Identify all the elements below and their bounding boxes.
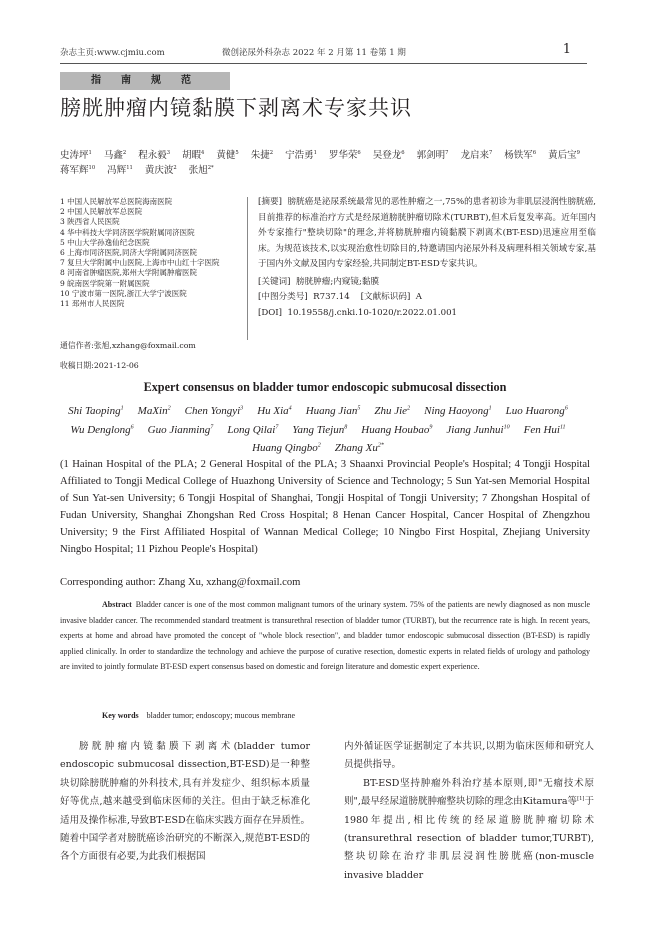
- author-affiliation-mark: 6: [357, 149, 361, 156]
- author-affiliation-mark: 4: [201, 149, 205, 156]
- author-affiliation-mark: 7: [210, 423, 214, 430]
- affiliation-item: 1 中国人民解放军总医院海南医院: [60, 197, 173, 206]
- affiliation-item: 9 皖南医学院第一附属医院: [60, 278, 150, 288]
- author-affiliation-mark: 2: [269, 149, 274, 156]
- abstract-zh: [258, 195, 596, 321]
- author-name: Huang Qingbo$^2$: [252, 442, 321, 454]
- author-name: Zhu Jie$^2$: [374, 405, 411, 417]
- author-name: Luo Huarong$^6$: [505, 405, 568, 417]
- author-affiliation-mark: 5: [357, 405, 361, 412]
- author-name: 黄后宝$^9$: [548, 149, 580, 161]
- author-affiliation-mark: 7: [488, 149, 493, 156]
- author-affiliation-mark: 6: [130, 423, 134, 430]
- author-name: Ning Haoyong$^1$: [424, 405, 492, 417]
- author-affiliation-mark: 3: [240, 405, 244, 412]
- author-affiliation-mark: 2: [167, 405, 171, 412]
- author-name: Hu Xia$^4$: [257, 405, 292, 417]
- affiliation-item: 8 河南省肿瘤医院,郑州大学附属肿瘤医院: [60, 268, 198, 278]
- author-affiliation-mark: 1: [313, 149, 317, 156]
- author-name: 程永毅$^3$: [138, 149, 171, 161]
- author-affiliation-mark: 9: [429, 423, 433, 430]
- body-column-left: [60, 738, 310, 867]
- abstract-en: [60, 597, 590, 675]
- affiliations-zh: [60, 197, 240, 309]
- affiliation-item: 3 陕西省人民医院: [60, 217, 120, 227]
- author-affiliation-mark: 11: [126, 164, 133, 171]
- author-affiliation-mark: 3: [166, 149, 171, 156]
- author-affiliation-mark: 9: [576, 149, 580, 156]
- keywords-en: [102, 711, 295, 720]
- author-affiliation-mark: 10: [503, 423, 510, 430]
- author-affiliation-mark: 2*: [377, 442, 384, 449]
- abstract-divider: [247, 197, 248, 340]
- keywords-zh: 膀胱肿瘤;内窥镜;黏膜: [295, 276, 380, 287]
- author-name: Jiang Junhui$^{10}$: [446, 423, 510, 436]
- title-zh: 膀胱肿瘤内镜黏膜下剥离术专家共识: [60, 96, 412, 120]
- doi-value[interactable]: 10.19558/j.cnki.10-1020/r.2022.01.001: [287, 307, 458, 318]
- author-name: 罗华荣$^6$: [328, 149, 361, 161]
- author-name: 张旭$^{2*}$: [188, 164, 214, 176]
- author-name: Wu Denglong$^6$: [70, 423, 134, 436]
- author-name: 黄庆波$^2$: [144, 164, 177, 176]
- author-name: Huang Houbao$^9$: [361, 423, 433, 436]
- author-affiliation-mark: 7: [445, 149, 449, 156]
- author-name: Fen Hui$^{11}$: [523, 423, 566, 436]
- author-affiliation-mark: 5: [235, 149, 239, 156]
- author-name: 吴登龙$^6$: [372, 149, 405, 161]
- authors-zh: [60, 148, 600, 178]
- clc-label: [中图分类号]: [258, 292, 308, 302]
- author-affiliation-mark: 2: [122, 149, 127, 156]
- citation-ref[interactable]: [1]: [577, 796, 585, 803]
- affiliations-en: (1 Hainan Hospital of the PLA; 2 General Hospital of the PLA; 3 Shaanxi Provincial People's Hospital; 4 Tongji Hospital Affiliated to Tongji Medical College of Huazhong University of Science and Technology; 5 Sun Yat-sen Memorial Hospital of Sun Yat-sen University; 6 Tongji Hospital of Shanghai, Tongji Hospital of Tongji University; 7 Zhongshan Hospital of Fudan University, Shanghai Zhongshan Red Cross Hospital; 8 Henan Cancer Hospital, Cancer Hospital of Zhengzhou University; 9 the First Affiliated Hospital of Wannan Medical College; 10 Ningbo First Hospital, Zhejiang University Ningbo Hospital; 11 Pizhou People's Hospital): [60, 459, 590, 555]
- section-tag: 指南规范: [60, 72, 230, 90]
- author-affiliation-mark: 2: [173, 164, 177, 171]
- author-affiliation-mark: 1: [120, 405, 124, 412]
- abstract-en-label: Abstract: [102, 600, 132, 609]
- keywords-zh-label: [关键词]: [258, 276, 291, 287]
- author-name: Chen Yongyi$^3$: [184, 405, 244, 417]
- affiliation-item: 4 华中科技大学同济医学院附属同济医院: [60, 227, 195, 237]
- title-en: Expert consensus on bladder tumor endoscopic submucosal dissection: [143, 380, 507, 394]
- body-paragraph: 膀胱肿瘤内镜黏膜下剥离术(bladder tumor endoscopic submucosal dissection,BT-ESD)是一种整块切除膀胱肿瘤的外科技术,具有并发症少、组织标本质量好等优点,越来越受到临床医师的关注。但由于缺乏标准化适用及操作标准,导致BT-ESD在临床实践方面存在异质性。随着中国学者对膀胱癌诊治研究的不断深入,规范BT-ESD的各个方面很有必要,为此我们根据国: [60, 741, 310, 863]
- body-paragraph: BT-ESD坚持肿瘤外科治疗基本原则,即"无瘤技术原则",最早经尿道膀胱肿瘤整块切除的理念由Kitamura等[1]于1980年提出,相比传统的经尿道膀胱肿瘤切除术(transurethral resection of bladder tumor,TURBT),整块切除在治疗非肌层浸润性膀胱癌(non-muscle invasive bladder: [344, 777, 594, 881]
- author-name: 蒋军辉$^{10}$: [60, 164, 96, 176]
- author-affiliation-mark: 6: [564, 405, 568, 412]
- author-affiliation-mark: 11: [559, 423, 566, 430]
- author-affiliation-mark: 6: [401, 149, 405, 156]
- keywords-en-label: Key words: [102, 711, 139, 720]
- author-affiliation-mark: 10: [88, 164, 96, 171]
- author-name: 史涛坪$^1$: [60, 149, 92, 161]
- author-affiliation-mark: 2: [317, 442, 321, 449]
- clc-value: R737.14: [313, 292, 350, 302]
- affiliation-item: 6 上海市同济医院,同济大学附属同济医院: [60, 248, 198, 258]
- author-affiliation-mark: 1: [488, 405, 492, 412]
- author-name: Long Qilai$^7$: [227, 423, 279, 436]
- abstract-en-text: Bladder cancer is one of the most common malignant tumors of the urinary system. 75% of the patients are newly diagnosed as non muscle invasive bladder cancer. The recommended standard treatment is transurethral resection of bladder tumor (TURBT), but the recurrence rate is high. In recent years, experts at home and abroad have promoted the concept of "whole block resection", and bladder tumor endoscopic submucosal dissection (BT-ESD) is rapidly applied clinically. In order to standardize the technology and achieve the purpose of curative resection, domestic experts in related fields of urology and pathology are invited to jointly formulate BT-ESD expert consensus based on domestic and foreign literature and domestic expert experience.: [60, 600, 590, 671]
- author-name: Guo Jianming$^7$: [147, 423, 214, 436]
- author-affiliation-mark: 2*: [207, 164, 214, 171]
- doi-label: [DOI]: [258, 307, 283, 318]
- affiliation-item: 10 宁波市第一医院,浙江大学宁波医院: [60, 288, 187, 298]
- author-affiliation-mark: 2: [407, 405, 411, 412]
- author-name: 郭剑明$^7$: [416, 149, 449, 161]
- affiliation-item: 7 复旦大学附属中山医院,上海市中山红十字医院: [60, 258, 220, 268]
- author-name: 朱捷$^2$: [250, 149, 274, 161]
- keywords-en-text: bladder tumor; endoscopy; mucous membrane: [146, 711, 296, 720]
- doc-code-value: A: [415, 292, 423, 302]
- journal-homepage: 杂志主页:www.cjmiu.com: [60, 48, 165, 58]
- author-affiliation-mark: 7: [275, 423, 279, 430]
- abstract-zh-label: [摘要]: [258, 197, 282, 207]
- received-date-zh: 收稿日期:2021-12-06: [60, 361, 139, 370]
- body-column-right: [344, 738, 594, 885]
- author-name: Zhang $Xu^{2*}$: [334, 442, 384, 454]
- author-name: 冯辉$^{11}$: [107, 164, 133, 176]
- author-affiliation-mark: 8: [344, 423, 348, 430]
- author-affiliation-mark: 6: [532, 149, 537, 156]
- author-name: 胡暇$^4$: [182, 149, 205, 161]
- correspondence-en: Corresponding author: Zhang Xu, xzhang@foxmail.com: [60, 577, 301, 588]
- author-name: Yang Tiejun$^8$: [292, 423, 348, 436]
- correspondence-zh: 通信作者:张旭,xzhang@foxmail.com: [60, 341, 196, 350]
- author-name: MaXin$^2$: [137, 405, 171, 417]
- author-affiliation-mark: 1: [88, 149, 92, 156]
- affiliation-item: 11 邳州市人民医院: [60, 299, 125, 309]
- affiliation-item: 2 中国人民解放军总医院: [60, 207, 143, 217]
- authors-en: [60, 402, 590, 458]
- author-name: Shi Taoping$^1$: [68, 405, 124, 417]
- author-name: 杨铁军$^6$: [504, 149, 537, 161]
- author-name: 宁浩勇$^1$: [285, 149, 317, 161]
- journal-issue: 微创泌尿外科杂志 2022 年 2 月第 11 卷第 1 期: [222, 48, 406, 58]
- doc-code-label: [文献标识码]: [360, 292, 411, 302]
- author-name: Huang Jian$^5$: [305, 405, 361, 417]
- header-rule: [60, 63, 587, 64]
- author-name: 黄健$^5$: [216, 149, 239, 161]
- author-name: 马鑫$^2$: [103, 149, 127, 161]
- abstract-zh-text: 膀胱癌是泌尿系统最常见的恶性肿瘤之一,75%的患者初诊为非肌层浸润性膀胱癌,目前推荐的标准治疗方式是经尿道膀胱肿瘤切除术(TURBT),但术后复发率高。近年国内外专家推行"整块切除"的理念,并将膀胱肿瘤内镜黏膜下剥离术(BT-ESD)迅速应用至临床。为规范该技术,以实现治愈性切除目的,特邀请国内泌尿外科及病理科相关领域专家,基于国内外文献及国内专家经验,共同制定BT-ESD专家共识。: [258, 197, 596, 269]
- page-number: 1: [562, 42, 571, 57]
- author-affiliation-mark: 4: [288, 405, 292, 412]
- affiliation-item: 5 中山大学孙逸仙纪念医院: [60, 237, 150, 247]
- body-paragraph: 内外循证医学证据制定了本共识,以期为临床医师和研究人员提供指导。: [344, 741, 594, 771]
- author-name: 龙启来$^7$: [460, 149, 493, 161]
